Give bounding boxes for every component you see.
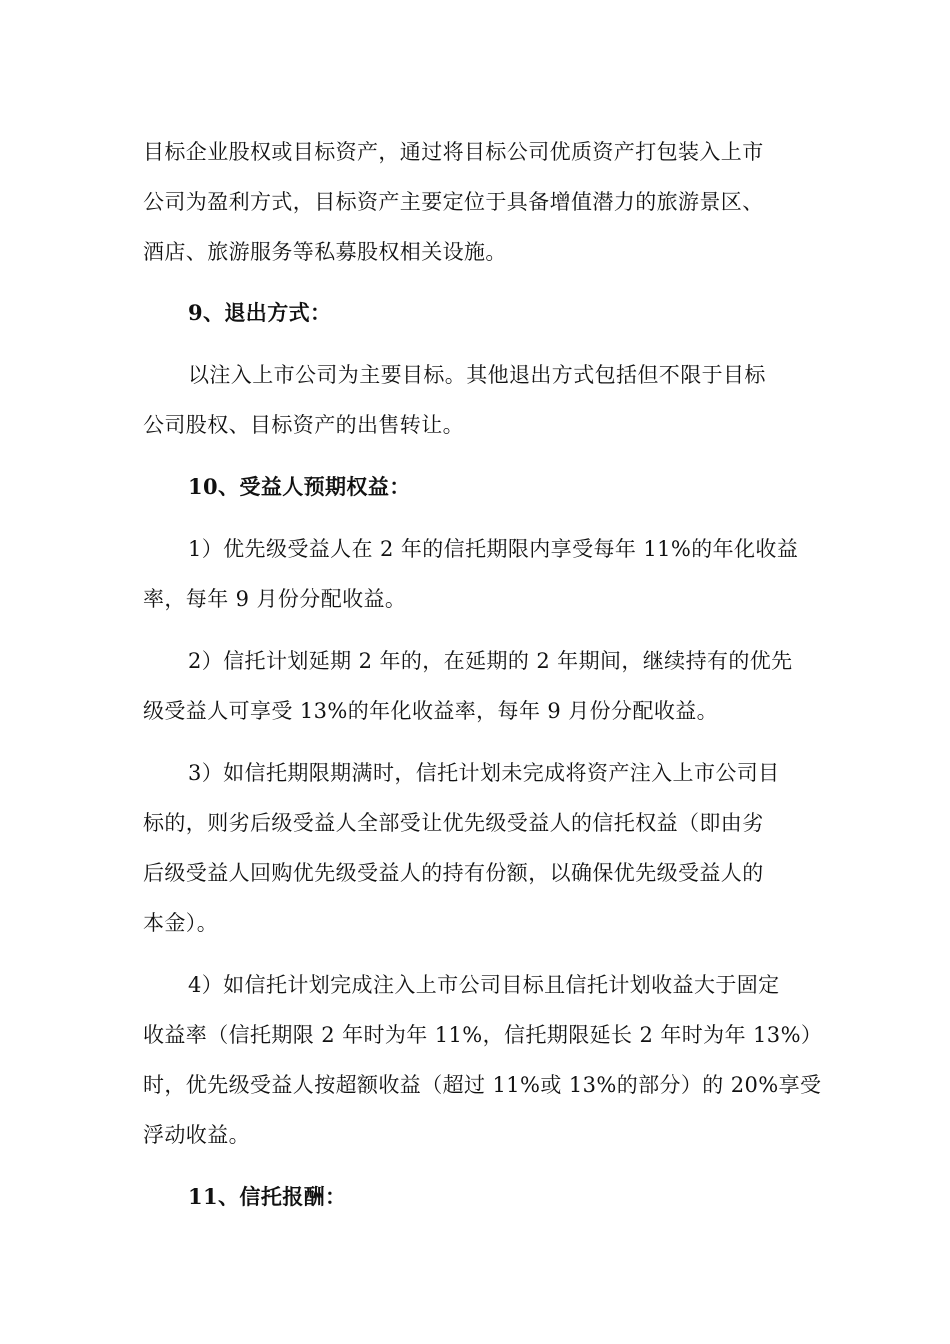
paragraph-line: 酒店、旅游服务等私募股权相关设施。 xyxy=(143,240,507,264)
paragraph-line: 目标企业股权或目标资产，通过将目标公司优质资产打包装入上市 xyxy=(143,140,764,164)
paragraph-line: 公司股权、目标资产的出售转让。 xyxy=(143,413,464,437)
paragraph-line: 标的，则劣后级受益人全部受让优先级受益人的信托权益（即由劣 xyxy=(143,811,764,835)
paragraph-line: 收益率（信托期限 2 年时为年 11%，信托期限延长 2 年时为年 13%） xyxy=(143,1023,823,1047)
paragraph-line: 本金）。 xyxy=(143,911,219,935)
paragraph-line: 4）如信托计划完成注入上市公司目标且信托计划收益大于固定 xyxy=(188,973,780,997)
paragraph-line: 级受益人可享受 13%的年化收益率，每年 9 月份分配收益。 xyxy=(143,699,719,723)
paragraph-line: 3）如信托期限期满时，信托计划未完成将资产注入上市公司目 xyxy=(188,761,780,785)
paragraph-line: 时，优先级受益人按超额收益（超过 11%或 13%的部分）的 20%享受 xyxy=(143,1073,822,1097)
paragraph-line: 浮动收益。 xyxy=(143,1123,250,1147)
paragraph-line: 率，每年 9 月份分配收益。 xyxy=(143,587,407,611)
section-heading-beneficiary: 10、受益人预期权益： xyxy=(188,474,411,499)
section-heading-exit: 9、退出方式： xyxy=(188,300,332,325)
paragraph-line: 后级受益人回购优先级受益人的持有份额，以确保优先级受益人的 xyxy=(143,861,764,885)
paragraph-line: 以注入上市公司为主要目标。其他退出方式包括但不限于目标 xyxy=(188,363,766,387)
paragraph-line: 公司为盈利方式，目标资产主要定位于具备增值潜力的旅游景区、 xyxy=(143,190,764,214)
section-heading-trust-fee: 11、信托报酬： xyxy=(188,1184,347,1209)
paragraph-line: 1）优先级受益人在 2 年的信托期限内享受每年 11%的年化收益 xyxy=(188,537,799,561)
paragraph-line: 2）信托计划延期 2 年的，在延期的 2 年期间，继续持有的优先 xyxy=(188,649,793,673)
